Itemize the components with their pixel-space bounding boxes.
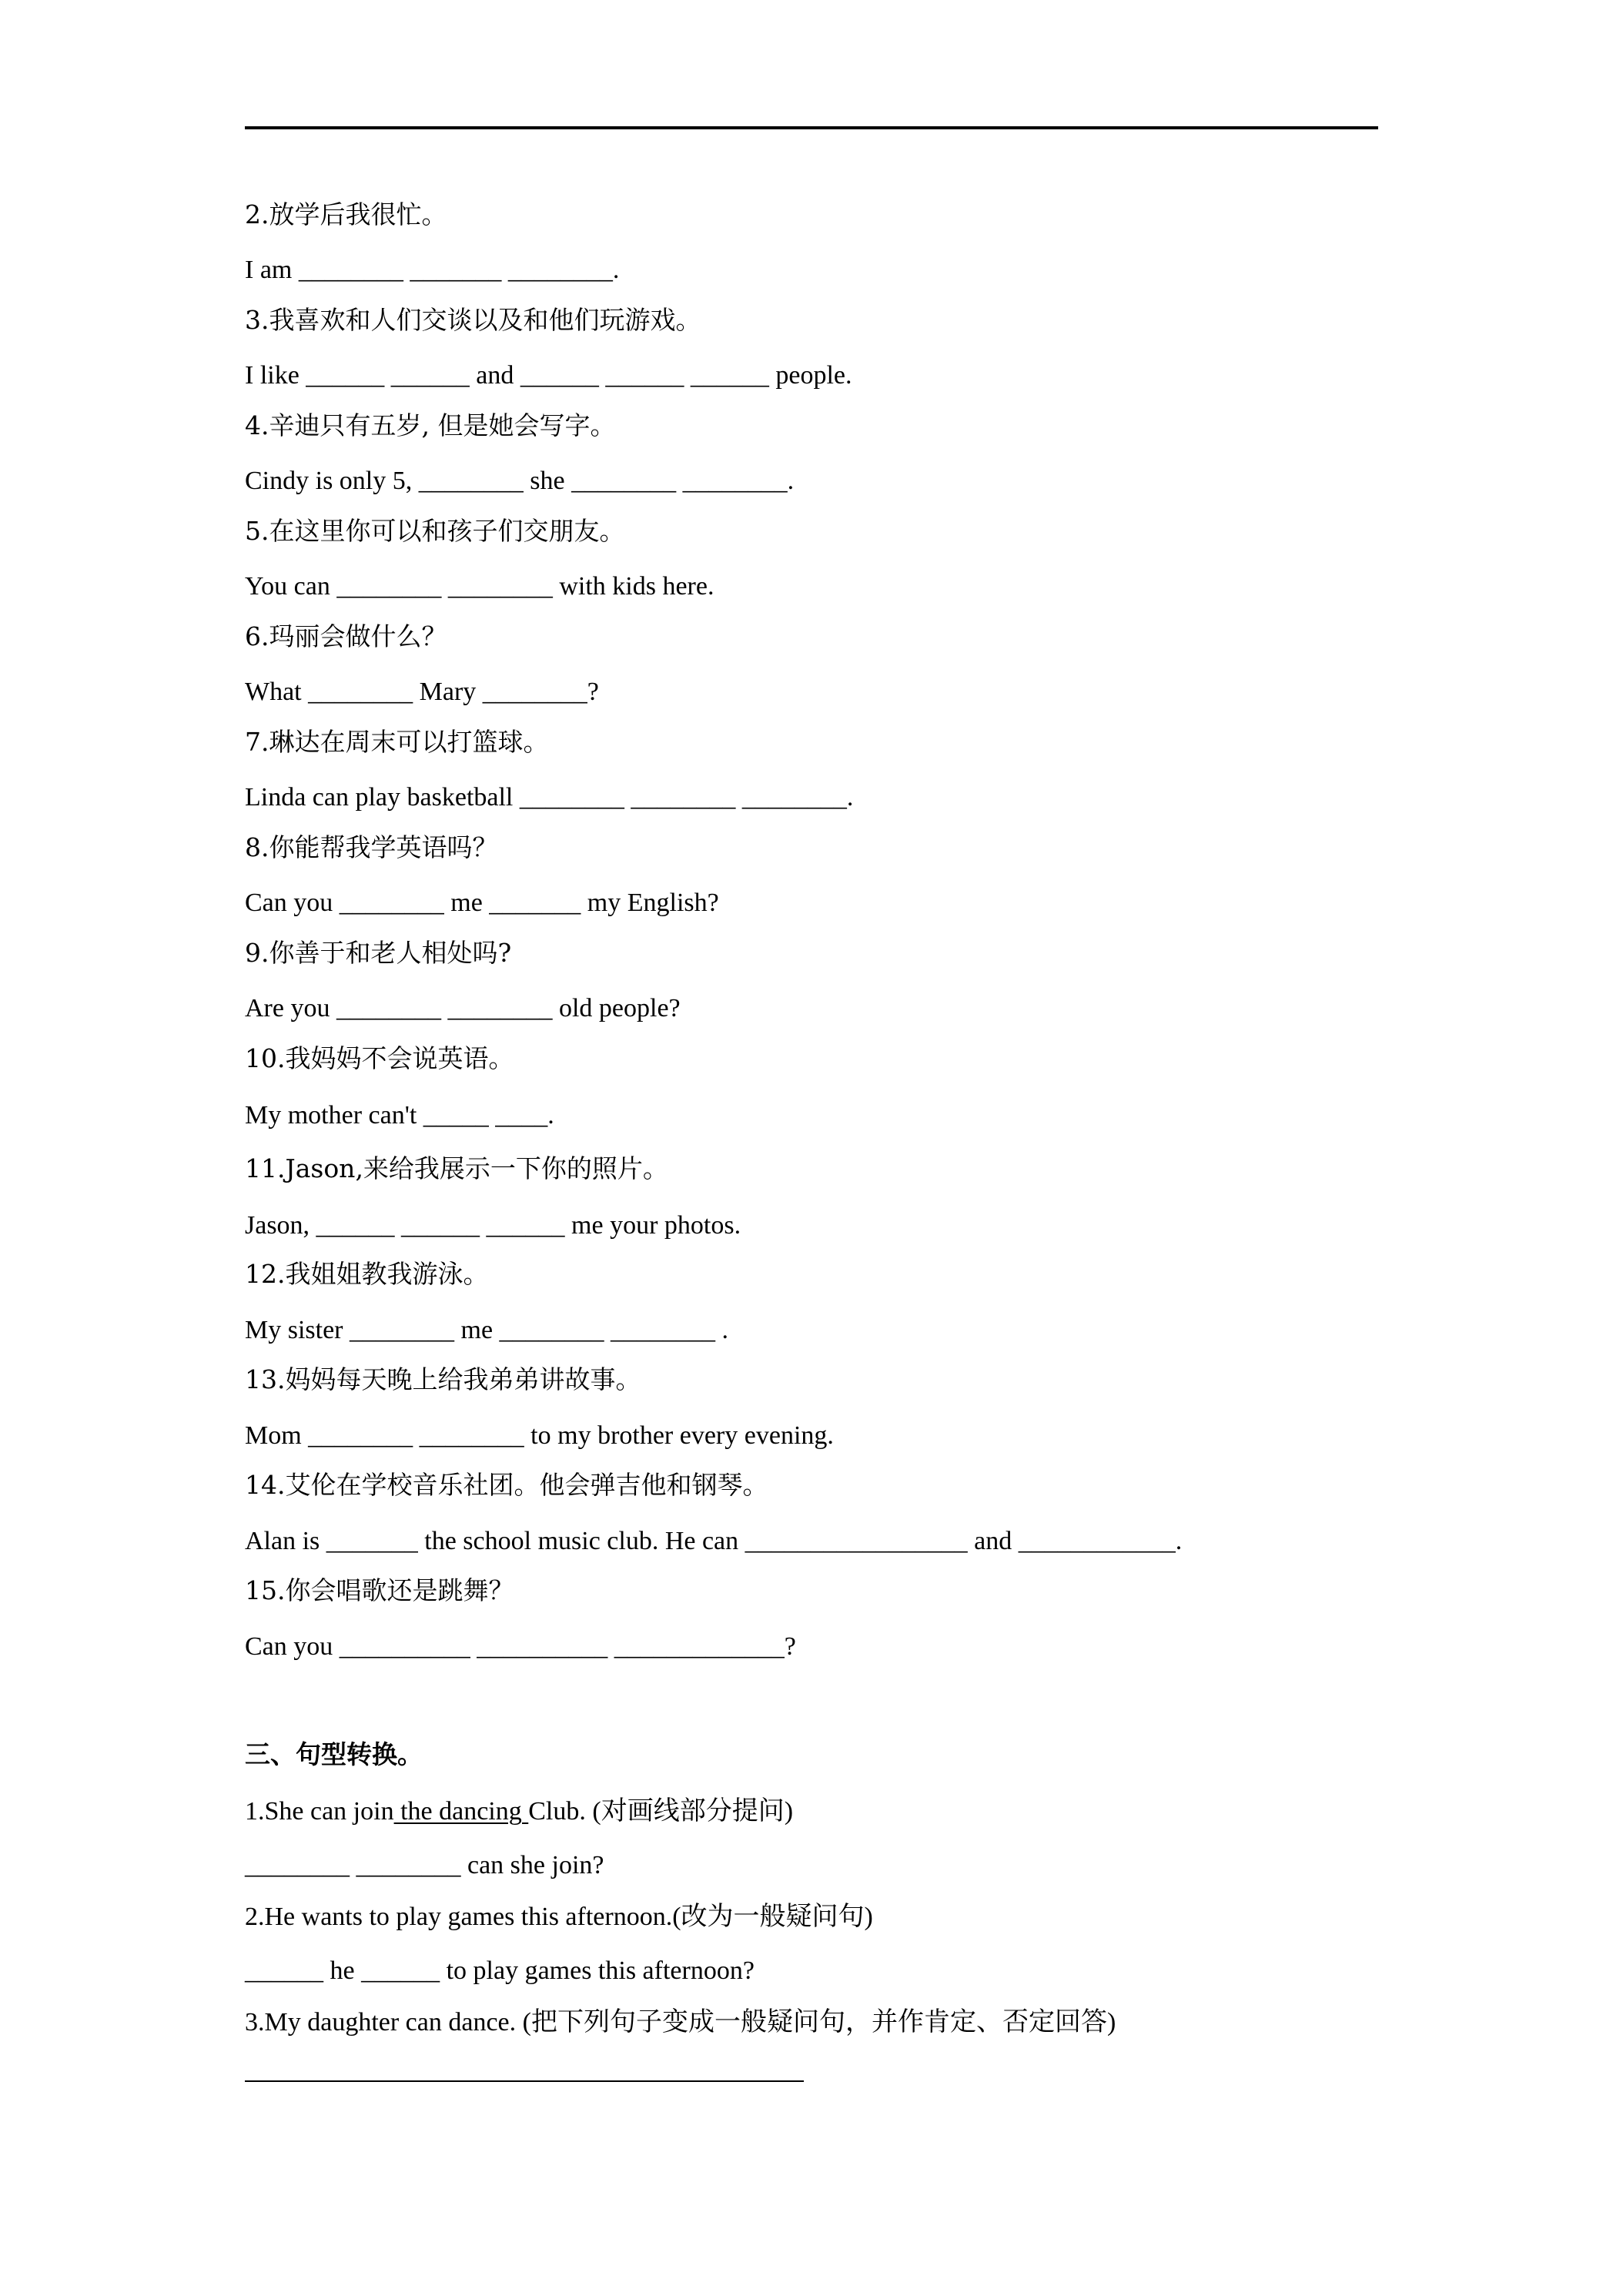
- q14-answer-line: Alan is _______ the school music club. He can _________________ and ____________.: [245, 1527, 1183, 1555]
- q6-prompt: 6.玛丽会做什么？: [245, 621, 447, 651]
- q4-answer-line: Cindy is only 5, ________ she ________ ________.: [245, 467, 795, 495]
- s3-q2-prompt: 2.He wants to play games this afternoon.(改为一般疑问句): [245, 1903, 873, 1931]
- s3-q1-underlined-phrase: the dancing: [393, 1797, 529, 1826]
- q11-answer-line: Jason, ______ ______ ______ me your photos.: [245, 1211, 741, 1240]
- q10-prompt: 10.我妈妈不会说英语。: [245, 1043, 514, 1073]
- q5-answer-line: You can ________ ________ with kids here.: [245, 572, 714, 601]
- q15-answer-line: Can you __________ __________ _____________?: [245, 1632, 796, 1661]
- q14-prompt: 14.艾伦在学校音乐社团。他会弹吉他和钢琴。: [245, 1470, 768, 1500]
- q12-prompt: 12.我姐姐教我游泳。: [245, 1259, 489, 1289]
- q6-answer-line: What ________ Mary ________?: [245, 678, 599, 706]
- q8-prompt: 8.你能帮我学英语吗？: [245, 832, 498, 862]
- q2-prompt: 2.放学后我很忙。: [245, 199, 447, 229]
- section-3-title: 三、句型转换。: [245, 1739, 423, 1769]
- s3-q2-answer-line: ______ he ______ to play games this afternoon?: [245, 1956, 755, 1985]
- q13-prompt: 13.妈妈每天晚上给我弟弟讲故事。: [245, 1364, 641, 1394]
- q12-answer-line: My sister ________ me ________ ________ .: [245, 1316, 729, 1344]
- header-rule: [245, 126, 1378, 129]
- q8-answer-line: Can you ________ me _______ my English?: [245, 889, 719, 917]
- q3-answer-line: I like ______ ______ and ______ ______ ______ people.: [245, 361, 852, 390]
- s3-q3-prompt: 3.My daughter can dance. (把下列句子变成一般疑问句，并作肯定、否定回答): [245, 2008, 1116, 2037]
- q10-answer-line: My mother can't _____ ____.: [245, 1101, 554, 1130]
- q5-prompt: 5.在这里你可以和孩子们交朋友。: [245, 516, 625, 546]
- q11-prompt: 11.Jason,来给我展示一下你的照片。: [245, 1153, 668, 1183]
- q7-prompt: 7.琳达在周末可以打篮球。: [245, 727, 549, 757]
- q2-answer-line: I am ________ _______ ________.: [245, 256, 620, 284]
- q9-prompt: 9.你善于和老人相处吗?: [245, 938, 512, 968]
- s3-q1-suffix: Club. (对画线部分提问): [528, 1797, 794, 1826]
- s3-q3-answer-rule: [245, 2080, 804, 2082]
- q15-prompt: 15.你会唱歌还是跳舞？: [245, 1575, 514, 1605]
- q9-answer-line: Are you ________ ________ old people?: [245, 994, 681, 1022]
- s3-q1-answer-line: ________ ________ can she join?: [245, 1851, 604, 1879]
- s3-q1-prompt: [245, 1799, 793, 1825]
- q3-prompt: 3.我喜欢和人们交谈以及和他们玩游戏。: [245, 305, 701, 335]
- s3-q1-prefix: 1.She can join: [245, 1797, 394, 1826]
- q13-answer-line: Mom ________ ________ to my brother every evening.: [245, 1421, 834, 1450]
- q4-prompt: 4.辛迪只有五岁, 但是她会写字。: [245, 410, 616, 440]
- q7-answer-line: Linda can play basketball ________ ________ ________.: [245, 783, 854, 812]
